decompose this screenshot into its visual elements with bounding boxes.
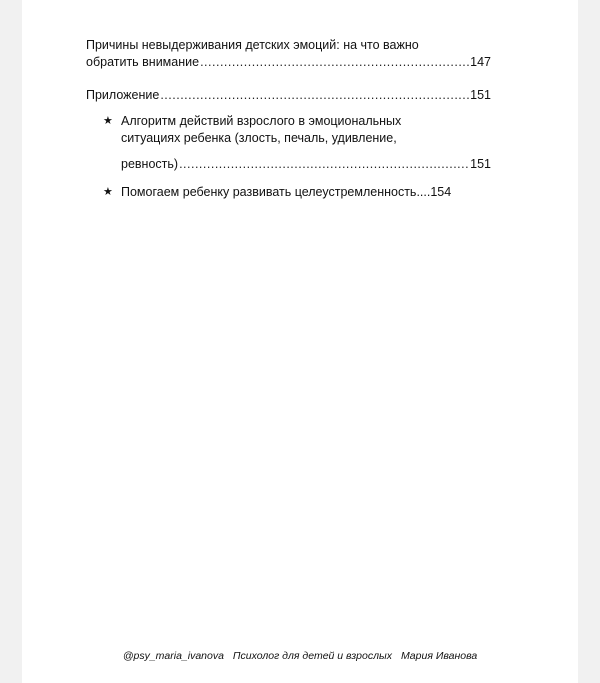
toc-entry[interactable] [86,37,491,71]
toc-subentry[interactable] [86,184,491,201]
star-bullet-icon: ★ [103,115,113,127]
dot-leader [200,54,469,71]
footer-handle: @psy_maria_ivanova [122,650,224,662]
star-bullet-icon: ★ [103,186,113,198]
table-of-contents [86,37,491,201]
footer-author-name: Мария Иванова [400,650,478,662]
toc-entry-title-line: ревность) [121,157,179,171]
dot-leader [160,87,469,104]
toc-page-number: 147 [470,55,491,69]
toc-page-number: 151 [470,88,491,102]
footer-role: Психолог для детей и взрослых [232,650,393,662]
toc-entry-title-line: ситуациях ребенка (злость, печаль, удивление, [121,131,397,145]
dot-leader [179,156,469,173]
toc-page-number: 154 [430,185,452,199]
toc-entry[interactable] [86,87,491,104]
short-dot-leader: .... [416,185,431,199]
toc-entry-title-line: Причины невыдерживания детских эмоций: на что важно [86,38,419,52]
toc-subentry[interactable] [86,113,491,173]
toc-entry-title-line: Помогаем ребенку развивать целеустремленность [121,185,417,199]
page-footer [0,650,600,662]
toc-entry-title-line: Алгоритм действий взрослого в эмоциональных [121,114,402,128]
toc-page-number: 151 [470,157,491,171]
toc-entry-title-line: обратить внимание [86,55,200,69]
toc-entry-title-line: Приложение [86,88,160,102]
